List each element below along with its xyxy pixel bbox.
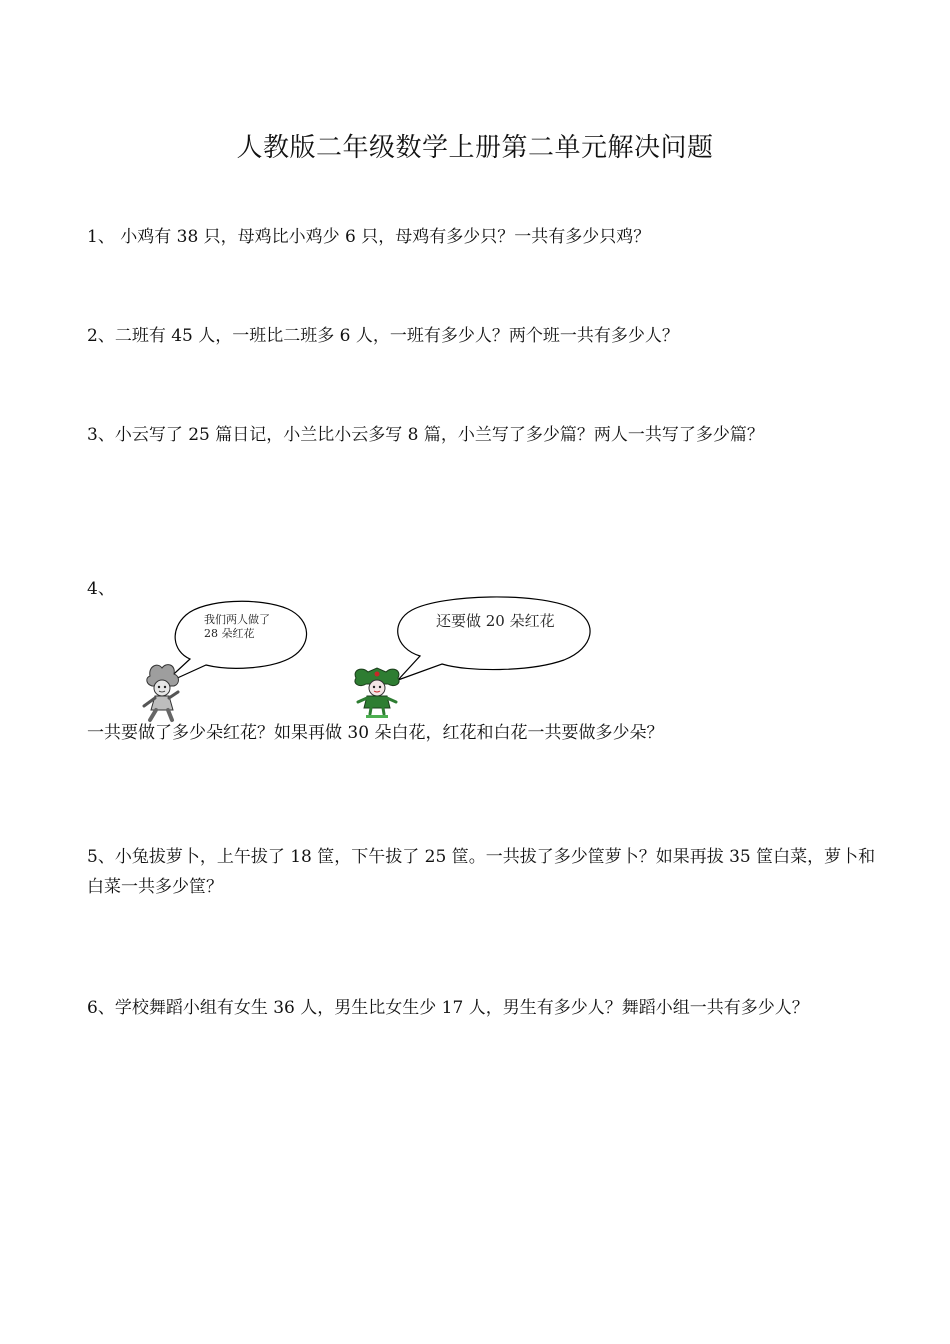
speech-bubble-right-text: 还要做 20 朵红花	[436, 612, 555, 630]
speech-bubble-left-text: 我们两人做了 28 朵红花	[204, 613, 270, 640]
mascot-nini-icon	[350, 664, 404, 720]
problem-1: 1、 小鸡有 38 只，母鸡比小鸡少 6 只，母鸡有多少只？一共有多少只鸡？	[87, 227, 651, 247]
problem-2: 2、二班有 45 人，一班比二班多 6 人，一班有多少人？两个班一共有多少人？	[87, 326, 679, 346]
problem-3: 3、小云写了 25 篇日记，小兰比小云多写 8 篇，小兰写了多少篇？两人一共写了多少篇？	[87, 425, 764, 445]
problem-6: 6、学校舞蹈小组有女生 36 人，男生比女生少 17 人，男生有多少人？舞蹈小组一共有多少人？	[87, 998, 809, 1018]
problem-4-question: 一共要做了多少朵红花？如果再做 30 朵白花，红花和白花一共要做多少朵？	[87, 723, 664, 743]
problem-5: 5、小兔拔萝卜，上午拔了 18 筐，下午拔了 25 筐。一共拔了多少筐萝卜？如果再拔 35 筐白菜，萝卜和白菜一共多少筐？	[87, 847, 876, 897]
problem-4-number: 4、	[87, 579, 115, 599]
mascot-huanhuan-icon	[140, 662, 185, 724]
page-title: 人教版二年级数学上册第二单元解决问题	[236, 133, 714, 163]
